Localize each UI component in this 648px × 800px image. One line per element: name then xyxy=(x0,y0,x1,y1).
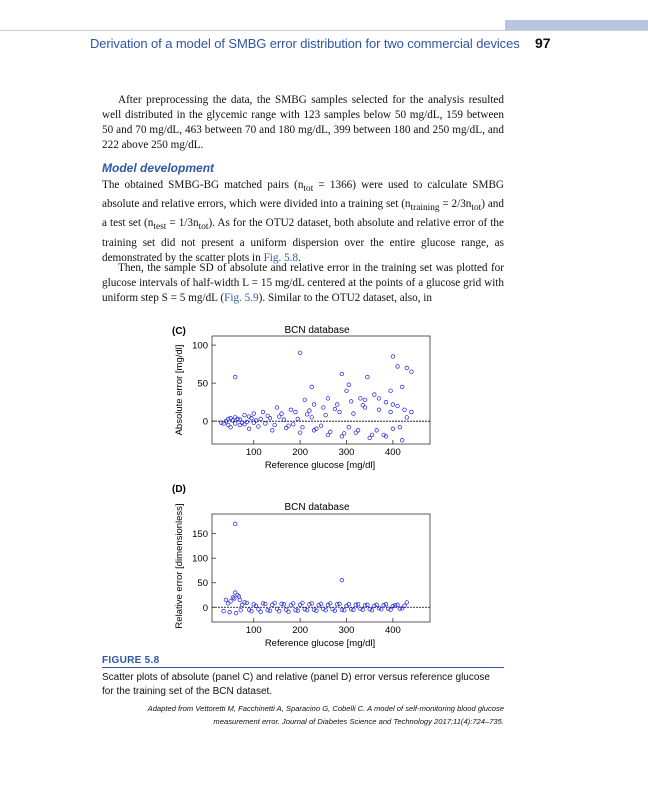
data-point-d xyxy=(270,603,274,607)
data-point-c xyxy=(222,422,226,426)
data-point-c xyxy=(310,385,314,389)
data-point-d xyxy=(238,598,242,602)
data-point-c xyxy=(347,383,351,387)
chart-title-d: BCN database xyxy=(284,502,350,513)
panel-label-c: (C) xyxy=(172,326,186,337)
data-point-c xyxy=(294,410,298,414)
data-point-c xyxy=(347,425,351,429)
x-tick-label-c: 100 xyxy=(245,447,262,458)
data-point-c xyxy=(375,429,379,433)
figure-link-5-9[interactable]: Fig. 5.9 xyxy=(224,292,259,304)
data-point-d xyxy=(356,603,360,607)
data-point-c xyxy=(291,422,295,426)
data-point-c xyxy=(282,418,286,422)
x-tick-label-d: 100 xyxy=(245,625,262,636)
y-axis-label-c: Absolute error [mg/dl] xyxy=(174,344,185,436)
data-point-d xyxy=(386,607,390,611)
data-point-c xyxy=(303,398,307,402)
section-heading: Model development xyxy=(102,161,215,175)
chart-panel-d xyxy=(160,480,450,652)
data-point-c xyxy=(405,416,409,420)
data-point-c xyxy=(410,410,414,414)
data-point-c xyxy=(333,407,337,411)
data-point-c xyxy=(226,423,230,427)
header-rule xyxy=(0,30,648,31)
data-point-d xyxy=(228,610,232,614)
data-point-c xyxy=(377,397,381,401)
data-point-d xyxy=(308,603,312,607)
data-point-c xyxy=(301,425,305,429)
data-point-d xyxy=(222,609,226,613)
data-point-c xyxy=(275,406,279,410)
data-point-c xyxy=(377,408,381,412)
data-point-d xyxy=(268,609,272,613)
data-point-c xyxy=(338,410,342,414)
data-point-d xyxy=(305,608,309,612)
data-point-c xyxy=(264,422,268,426)
data-point-c xyxy=(310,416,314,420)
data-point-c xyxy=(229,416,233,420)
data-point-c xyxy=(400,438,404,442)
data-point-c xyxy=(398,425,402,429)
data-point-c xyxy=(410,370,414,374)
data-point-c xyxy=(261,410,265,414)
chart-title-c: BCN database xyxy=(284,325,350,336)
data-point-c xyxy=(349,400,353,404)
data-point-c xyxy=(233,375,237,379)
data-point-c xyxy=(252,421,256,425)
data-point-d xyxy=(375,603,379,607)
data-point-c xyxy=(322,406,326,410)
x-axis-label-c: Reference glucose [mg/dl] xyxy=(264,460,376,471)
data-point-d xyxy=(393,604,397,608)
data-point-c xyxy=(373,393,377,397)
data-point-c xyxy=(363,398,367,402)
data-point-d xyxy=(384,603,388,607)
data-point-c xyxy=(233,422,237,426)
paragraph-1: After preprocessing the data, the SMBG samples selected for the analysis resulted well distributed in the glycemic range with 123 samples below 50 mg/dL, 159 between 50 and 70 mg/dL, 463 between 70 and 180 mg/dL, 399 between 180 and 250 mg/dL, and 222 above 250 mg/dL. xyxy=(102,94,504,151)
data-point-c xyxy=(326,397,330,401)
data-point-d xyxy=(298,603,302,607)
data-point-c xyxy=(296,417,300,421)
data-point-d xyxy=(352,608,356,612)
x-axis-label-d: Reference glucose [mg/dl] xyxy=(264,638,376,649)
y-tick-label-c: 0 xyxy=(202,416,208,428)
data-point-d xyxy=(233,522,237,526)
data-point-d xyxy=(239,608,243,612)
data-point-c xyxy=(289,408,293,412)
x-tick-label-d: 400 xyxy=(384,625,401,636)
data-point-c xyxy=(298,431,302,435)
y-tick-label-d: 150 xyxy=(192,529,208,541)
x-tick-label-c: 400 xyxy=(384,447,401,458)
paragraph-2: The obtained SMBG-BG matched pairs $(n_{tot} = 1366)$ were used to calculate SMBG absolute and relative errors, which were divided into a training set $(n_{training} = 2/3n_{tot})$ and a test set $(n_{test} = 1/3n_{tot})$. As for the OTU2 dataset, both absolute and relative error of the training set did not present a uniform dispersion over the entire glucose range, as demonstrated by the scatter plots in Fig. 5.8. xyxy=(102,179,504,264)
data-point-d xyxy=(301,601,305,605)
data-point-c xyxy=(298,351,302,355)
data-point-d xyxy=(229,600,233,604)
y-tick-label-d: 100 xyxy=(192,553,208,565)
y-tick-label-d: 50 xyxy=(197,578,208,590)
data-point-c xyxy=(257,425,261,429)
data-point-d xyxy=(366,603,370,607)
y-tick-label-c: 50 xyxy=(197,378,208,390)
data-point-c xyxy=(273,423,277,427)
data-point-d xyxy=(287,610,291,614)
data-point-c xyxy=(335,403,339,407)
data-point-c xyxy=(305,413,309,417)
data-point-c xyxy=(403,408,407,412)
data-point-c xyxy=(384,400,388,404)
chart-panel-c xyxy=(160,322,450,474)
data-point-d xyxy=(312,608,316,612)
data-point-d xyxy=(342,608,346,612)
paragraph-3: Then, the sample SD of absolute and relative error in the training set was plotted for glucose intervals of half-width L = 15 mg/dL centered at the points of a glucose grid with uniform step S = 5 mg/dL (Fig. 5.9). Similar to the OTU2 dataset, also, in xyxy=(102,262,504,304)
data-point-c xyxy=(308,409,312,413)
data-point-c xyxy=(389,389,393,393)
y-tick-label-c: 100 xyxy=(192,340,208,352)
data-point-d xyxy=(405,601,409,605)
data-point-c xyxy=(324,413,328,417)
panel-label-d: (D) xyxy=(172,484,186,495)
data-point-d xyxy=(303,607,307,611)
data-point-d xyxy=(277,609,281,613)
header-accent-bar xyxy=(505,20,648,30)
figure-caption: Scatter plots of absolute (panel C) and relative (panel D) error versus reference glucose for the training set of the BCN dataset. xyxy=(102,672,490,697)
data-point-c xyxy=(328,430,332,434)
data-point-c xyxy=(352,412,356,416)
data-point-c xyxy=(345,389,349,393)
running-title: Derivation of a model of SMBG error distribution for two commercial devices xyxy=(90,36,520,51)
figure-link-5-8[interactable]: Fig. 5.8 xyxy=(263,251,299,264)
data-point-c xyxy=(247,427,251,431)
data-point-d xyxy=(273,601,277,605)
data-point-c xyxy=(359,397,363,401)
x-tick-label-c: 300 xyxy=(338,447,355,458)
data-point-c xyxy=(366,375,370,379)
data-point-c xyxy=(280,412,284,416)
data-point-c xyxy=(405,366,409,370)
data-point-d xyxy=(382,604,386,608)
data-point-c xyxy=(391,355,395,359)
data-point-c xyxy=(287,424,291,428)
data-point-d xyxy=(234,611,238,615)
data-point-d xyxy=(224,598,228,602)
data-point-d xyxy=(389,608,393,612)
data-point-c xyxy=(266,414,270,418)
figure-source: Adapted from Vettoretti M, Facchinetti A, Sparacino G, Cobelli C. A model of self-monitoring blood glucose measurement error. Journal of Diabetes Science and Technology 2017;11(4):724–735. xyxy=(147,704,504,726)
data-point-c xyxy=(356,429,360,433)
data-point-c xyxy=(243,413,247,417)
page-number: 97 xyxy=(535,35,551,51)
data-point-d xyxy=(310,602,314,606)
x-tick-label-c: 200 xyxy=(292,447,309,458)
data-point-d xyxy=(226,602,230,606)
data-point-d xyxy=(264,602,268,606)
caption-rule xyxy=(102,667,504,668)
data-point-d xyxy=(245,601,249,605)
figure-label: FIGURE 5.8 xyxy=(102,655,160,666)
data-point-c xyxy=(342,432,346,436)
x-tick-label-d: 300 xyxy=(338,625,355,636)
data-point-c xyxy=(340,372,344,376)
x-tick-label-d: 200 xyxy=(292,625,309,636)
data-point-c xyxy=(396,404,400,408)
data-point-d xyxy=(368,607,372,611)
data-point-d xyxy=(259,610,263,614)
data-point-d xyxy=(338,602,342,606)
data-point-c xyxy=(252,412,256,416)
data-point-c xyxy=(400,385,404,389)
data-point-d xyxy=(370,608,374,612)
data-point-d xyxy=(296,609,300,613)
data-point-c xyxy=(370,433,374,437)
data-point-d xyxy=(361,608,365,612)
data-point-d xyxy=(291,602,295,606)
data-point-d xyxy=(289,604,293,608)
y-axis-label-d: Relative error [dimensionless] xyxy=(174,503,185,629)
data-point-d xyxy=(379,607,383,611)
data-point-c xyxy=(361,403,365,407)
y-tick-label-d: 0 xyxy=(202,602,208,614)
data-point-c xyxy=(270,429,274,433)
data-point-d xyxy=(284,608,288,612)
data-point-c xyxy=(319,424,323,428)
data-point-d xyxy=(282,603,286,607)
data-point-d xyxy=(315,609,319,613)
data-point-d xyxy=(340,578,344,582)
data-point-c xyxy=(391,427,395,431)
data-point-c xyxy=(391,403,395,407)
data-point-c xyxy=(312,403,316,407)
data-point-c xyxy=(389,410,393,414)
data-point-c xyxy=(259,417,263,421)
data-point-c xyxy=(396,365,400,369)
